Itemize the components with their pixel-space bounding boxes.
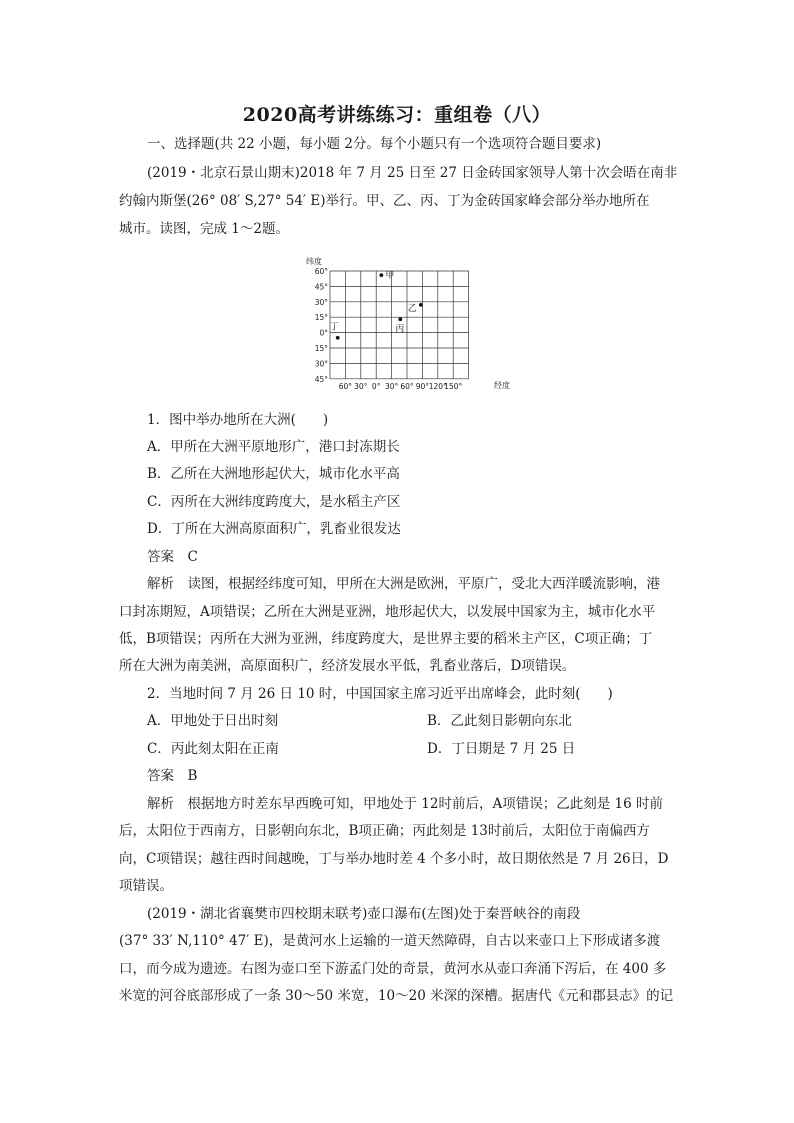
q2-option-c: C．丙此刻太阳在正南 — [147, 741, 279, 757]
y-tick-label: 45° — [314, 374, 328, 384]
x-tick-label: 120° — [428, 381, 447, 391]
q1-option-c: C．丙所在大洲纬度跨度大，是水稻主产区 — [147, 494, 401, 510]
city-point — [419, 303, 423, 307]
q1-answer: 答案 C — [147, 549, 198, 565]
city-point — [336, 336, 340, 340]
q2-option-b: B．乙此刻日影朝向东北 — [427, 713, 572, 729]
intro2-line-3: 口，而今成为遗迹。右图为壶口至下游孟门处的奇景，黄河水从壶口奔涌下泻后，在 400 多 — [119, 961, 667, 977]
q1-analysis-line-1: 解析 读图，根据经纬度可知，甲所在大洲是欧洲，平原广，受北大西洋暖流影响，港 — [147, 576, 660, 592]
city-point — [379, 273, 383, 277]
intro1-line-1: (2019・北京石景山期末)2018 年 7 月 25 日至 27 日金砖国家领导人第十次会晤在南非 — [147, 165, 678, 181]
page-title: 2020高考讲练练习：重组卷（八） — [242, 104, 552, 126]
city-point-label: 乙 — [407, 303, 417, 314]
intro2-line-4: 米宽的河谷底部形成了一条 30～50 米宽，10～20 米深的深槽。据唐代《元和郡县志》的记 — [119, 988, 674, 1004]
q2-analysis-line-2: 后，太阳位于西南方，日影朝向东北，B项正确；丙此刻是 13时前后，太阳位于南偏西方 — [119, 823, 650, 839]
q2-analysis-line-1: 解析 根据地方时差东早西晚可知，甲地处于 12时前后，A项错误；乙此刻是 16 时前 — [147, 796, 663, 812]
q1-option-a: A．甲所在大洲平原地形广，港口封冻期长 — [147, 439, 400, 455]
x-tick-label: 30° — [354, 381, 368, 391]
city-point — [398, 317, 402, 321]
q2-analysis-line-3: 向，C项错误；越往西时间越晚，丁与举办地时差 4 个多小时，故日期依然是 7 月 26日，D — [119, 851, 669, 867]
y-tick-label: 30° — [314, 297, 328, 307]
city-point-label: 丁 — [329, 322, 339, 333]
y-tick-label: 0° — [319, 328, 328, 338]
section-heading: 一、选择题(共 22 小题，每小题 2分。每个小题只有一个选项符合题目要求) — [147, 136, 602, 152]
x-tick-label: 60° — [338, 381, 353, 391]
intro1-line-3: 城市。读图，完成 1～2题。 — [119, 221, 289, 237]
lat-lon-grid-figure — [300, 254, 530, 392]
q1-option-b: B．乙所在大洲地形起伏大，城市化水平高 — [147, 466, 400, 482]
intro2-line-1: (2019・湖北省襄樊市四校期末联考)壶口瀑布(左图)处于秦晋峡谷的南段 — [147, 906, 581, 922]
y-tick-label: 15° — [314, 313, 328, 323]
y-axis-title: 纬度 — [306, 257, 322, 266]
q2-option-d: D．丁日期是 7 月 25 日 — [427, 741, 576, 757]
q2-analysis-line-4: 项错误。 — [119, 878, 173, 894]
q2-option-a: A．甲地处于日出时刻 — [147, 713, 279, 729]
q1-option-d: D．丁所在大洲高原面积广，乳畜业很发达 — [147, 521, 401, 537]
grid-svg — [300, 254, 530, 392]
q1-analysis-line-3: 低，B项错误；丙所在大洲为亚洲，纬度跨度大，是世界主要的稻米主产区，C项正确；丁 — [119, 631, 653, 647]
x-tick-label: 90° — [415, 381, 430, 391]
q2-stem: 2．当地时间 7 月 26 日 10 时，中国国家主席习近平出席峰会，此时刻( ) — [147, 686, 613, 702]
x-axis-title: 经度 — [494, 381, 510, 390]
y-tick-label: 30° — [314, 359, 328, 369]
y-tick-label: 45° — [314, 282, 328, 292]
x-tick-label: 60° — [400, 381, 414, 391]
y-tick-label: 60° — [314, 267, 328, 276]
city-point-label: 丙 — [395, 324, 405, 335]
q1-analysis-line-4: 所在大洲为南美洲，高原面积广，经济发展水平低，乳畜业落后，D项错误。 — [119, 658, 576, 674]
city-point-label: 甲 — [385, 271, 395, 282]
q1-stem: 1．图中举办地所在大洲( ) — [147, 412, 329, 428]
q2-answer: 答案 B — [147, 768, 198, 784]
x-tick-label: 30° — [384, 381, 399, 391]
q1-analysis-line-2: 口封冻期短，A项错误；乙所在大洲是亚洲，地形起伏大，以发展中国家为主，城市化水平 — [119, 604, 656, 620]
y-tick-label: 15° — [314, 344, 328, 353]
intro1-line-2: 约翰内斯堡(26° 08′ S,27° 54′ E)举行。甲、乙、丙、丁为金砖国家峰会部分举办地所在 — [119, 193, 650, 209]
x-tick-label: 150° — [444, 381, 463, 391]
intro2-line-2: (37° 33′ N,110° 47′ E)，是黄河水上运输的一道天然障碍，自古以来壶口上下形成诸多渡 — [119, 933, 661, 949]
x-tick-label: 0° — [371, 381, 381, 391]
